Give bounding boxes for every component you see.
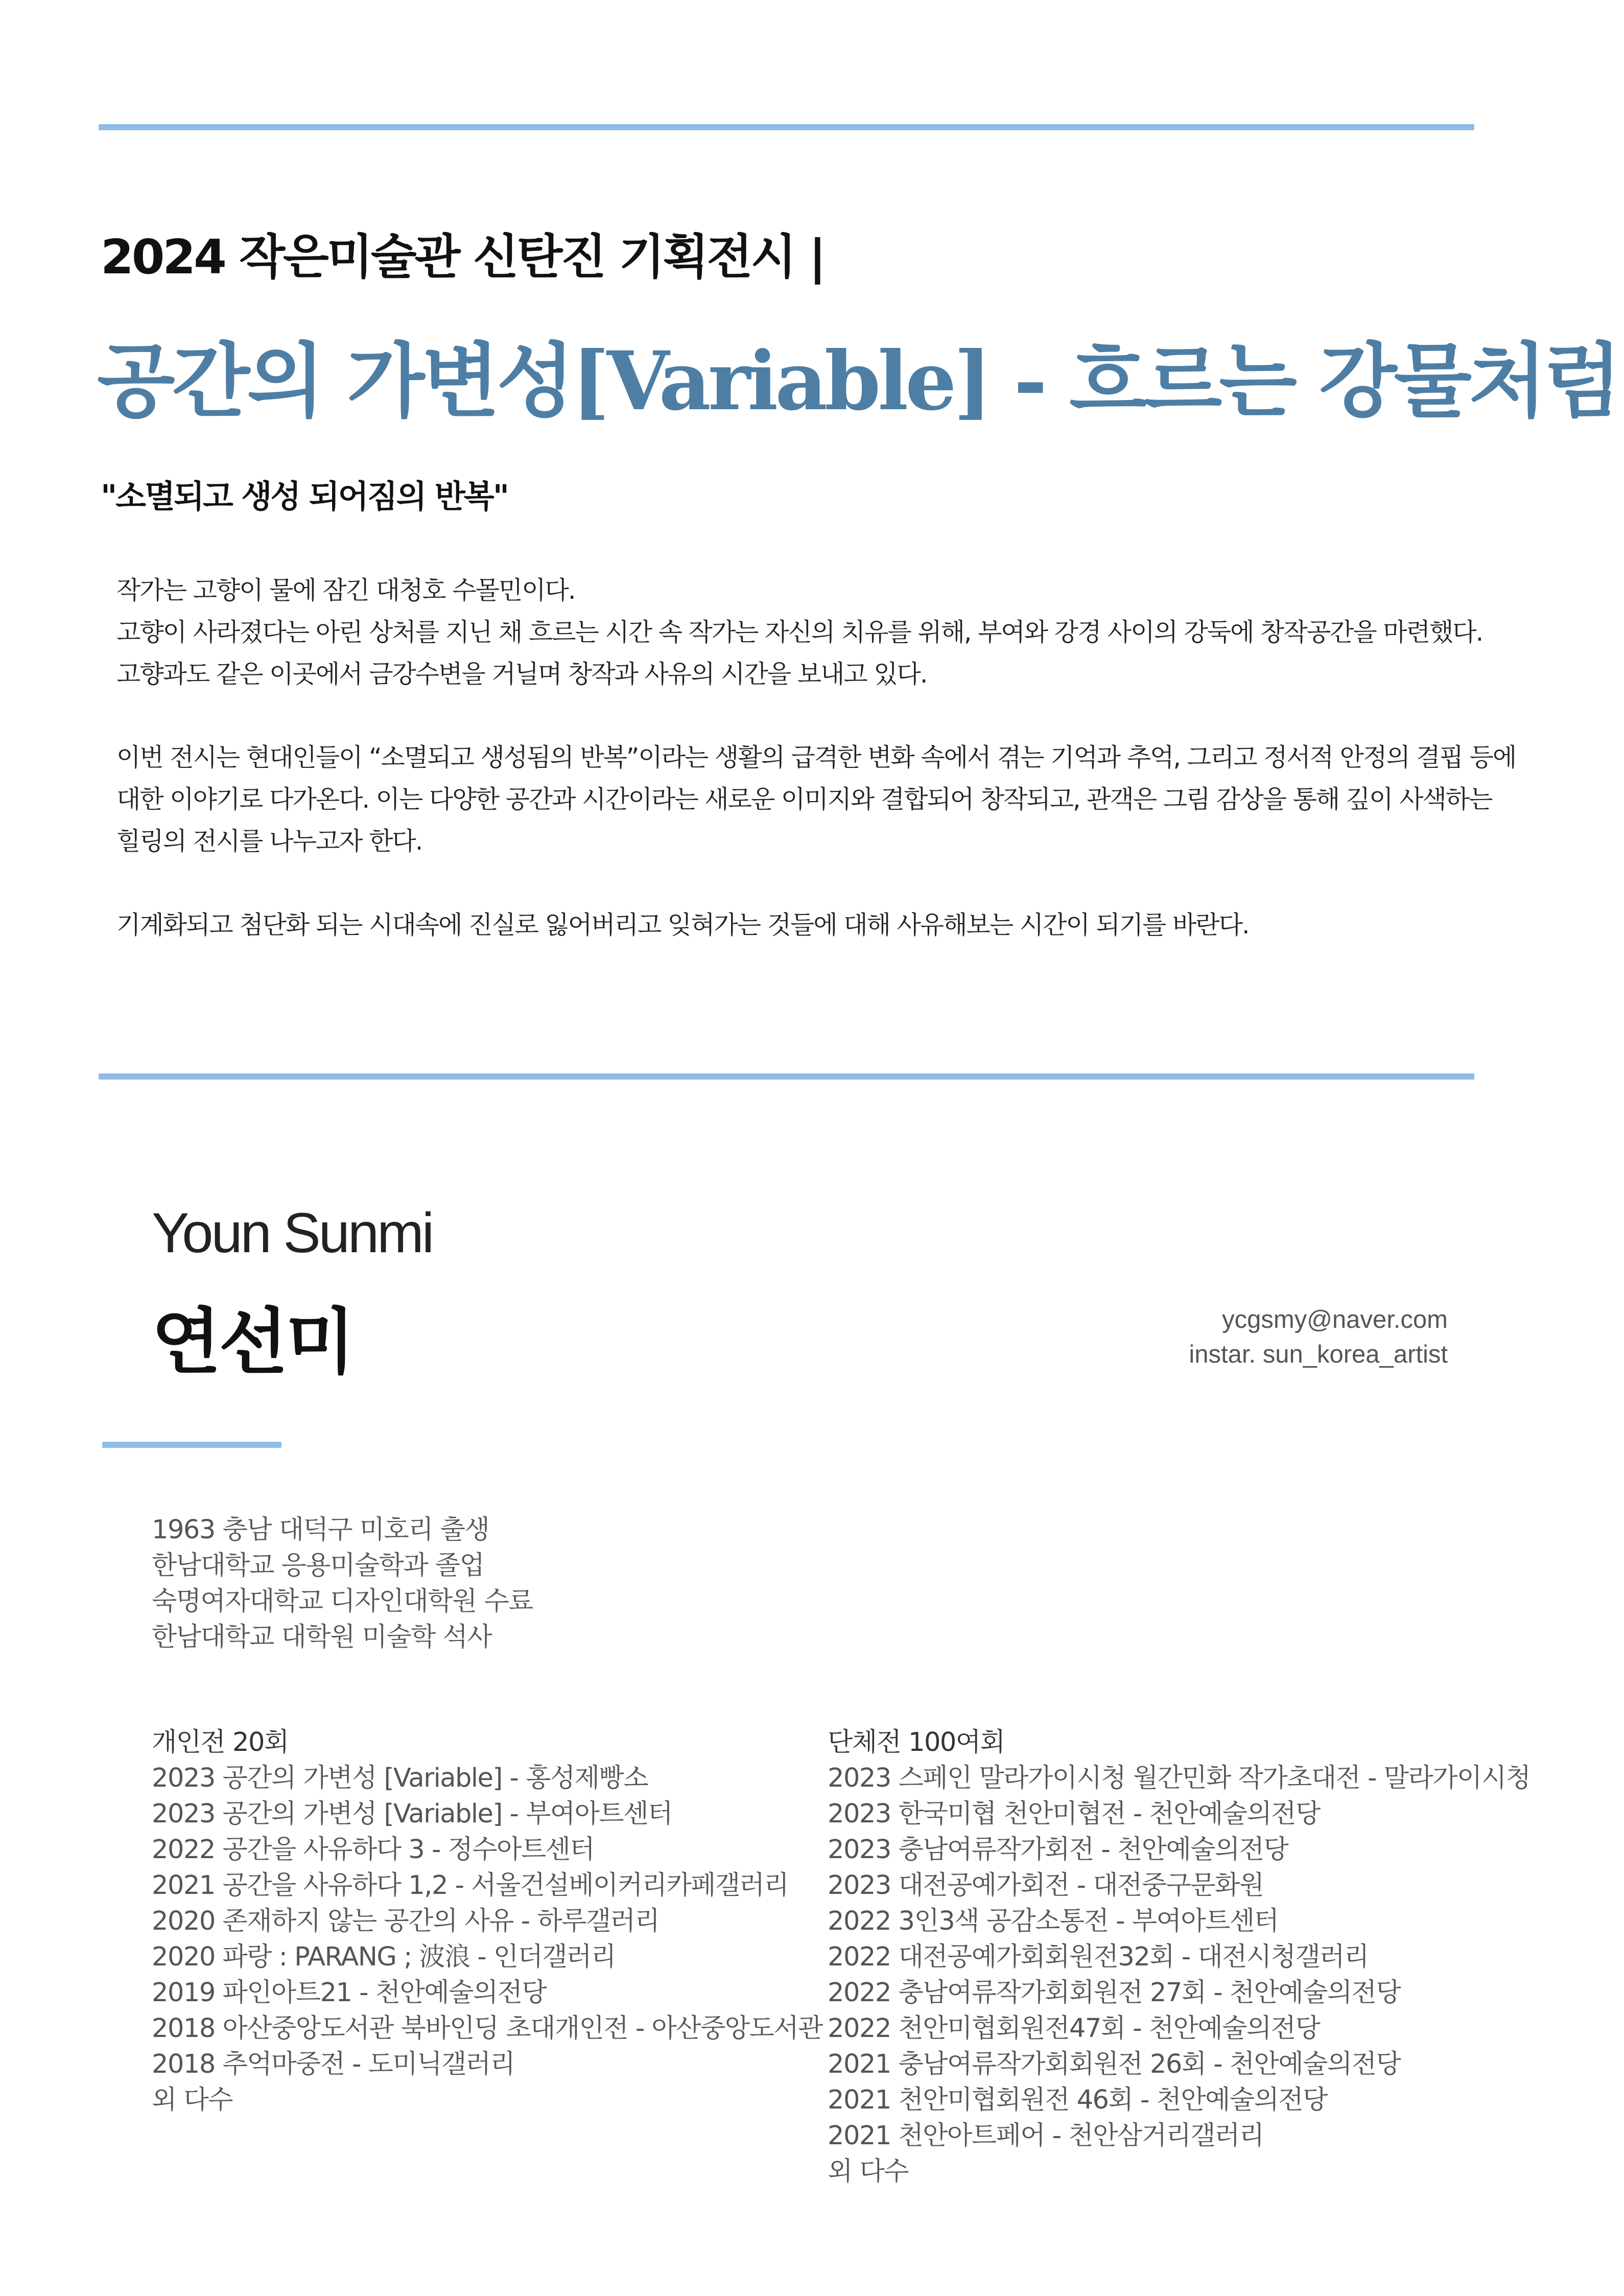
group-item: 2023 한국미협 천안미협전 - 천안예술의전당 [828, 1799, 1320, 1829]
artist-email: ycgsmy@naver.com [1222, 1306, 1448, 1333]
artist-instagram: instar. sun_korea_artist [1189, 1341, 1448, 1368]
bio-line: 한남대학교 응용미술학과 졸업 [152, 1551, 484, 1581]
solo-item: 2022 공간을 사유하다 3 - 정수아트센터 [152, 1835, 595, 1865]
group-item: 외 다수 [828, 2157, 909, 2187]
solo-heading: 개인전 20회 [152, 1727, 289, 1758]
group-item: 2023 스페인 말라가이시청 월간민화 작가초대전 - 말라가이시청 [828, 1763, 1531, 1793]
solo-item: 외 다수 [152, 2085, 233, 2115]
name-underline [102, 1442, 281, 1448]
bio-line: 1963 충남 대덕구 미호리 출생 [152, 1515, 489, 1545]
group-item: 2022 충남여류작가회회원전 27회 - 천안예술의전당 [828, 1978, 1401, 2008]
concept-paragraph [116, 737, 1516, 862]
bio-line: 숙명여자대학교 디자인대학원 수료 [152, 1586, 533, 1616]
artist-name-en: Youn Sunmi [152, 1202, 433, 1264]
text-line: 이번 전시는 현대인들이 “소멸되고 생성됨의 반복”이라는 생활의 급격한 변화 속에서 겪는 기억과 추억, 그리고 정서적 안정의 결핍 등에 [116, 743, 1516, 772]
group-item: 2021 천안아트페어 - 천안삼거리갤러리 [828, 2121, 1264, 2151]
artist-name-ko: 연선미 [152, 1301, 353, 1384]
exhibition-quote: "소멸되고 생성 되어짐의 반복" [101, 478, 508, 515]
text-line: 기계화되고 첨단화 되는 시대속에 진실로 잃어버리고 잊혀가는 것들에 대해 사유해보는 시간이 되기를 바란다. [116, 910, 1249, 940]
solo-item: 2018 아산중앙도서관 북바인딩 초대개인전 - 아산중앙도서관 [152, 2013, 822, 2044]
exhibition-title: 공간의 가변성[Variable] - 흐르는 강물처럼 [97, 334, 1619, 429]
solo-item: 2018 추억마중전 - 도미닉갤러리 [152, 2049, 515, 2079]
text-line: 대한 이야기로 다가온다. 이는 다양한 공간과 시간이라는 새로운 이미지와 결합되어 창작되고, 관객은 그림 감상을 통해 깊이 사색하는 [116, 785, 1492, 814]
solo-exhibitions [152, 1725, 822, 2118]
group-item: 2023 대전공예가회전 - 대전중구문화원 [828, 1870, 1264, 1901]
group-item: 2022 대전공예가회회원전32회 - 대전시청갤러리 [828, 1942, 1369, 1972]
text-line: 작가는 고향이 물에 잠긴 대청호 수몰민이다. [116, 576, 575, 605]
group-exhibitions [828, 1725, 1530, 2190]
solo-item: 2020 파랑 : PARANG ; 波浪 - 인더갤러리 [152, 1942, 616, 1972]
text-line: 힐링의 전시를 나누고자 한다. [116, 827, 422, 856]
group-item: 2022 3인3색 공감소통전 - 부여아트센터 [828, 1906, 1279, 1936]
group-item: 2022 천안미협회원전47회 - 천안예술의전당 [828, 2013, 1320, 2044]
text-line: 고향과도 같은 이곳에서 금강수변을 거닐며 창작과 사유의 시간을 보내고 있다. [116, 660, 927, 689]
closing-paragraph [116, 904, 1249, 946]
artist-bio [152, 1512, 533, 1655]
text-line: 고향이 사라졌다는 아린 상처를 지닌 채 흐르는 시간 속 작가는 자신의 치유를 위해, 부여와 강경 사이의 강둑에 창작공간을 마련했다. [116, 618, 1483, 647]
group-item: 2021 천안미협회원전 46회 - 천안예술의전당 [828, 2085, 1327, 2115]
solo-item: 2019 파인아트21 - 천안예술의전당 [152, 1978, 547, 2008]
group-heading: 단체전 100여회 [828, 1727, 1005, 1758]
intro-paragraph [116, 570, 1482, 695]
solo-item: 2023 공간의 가변성 [Variable] - 부여아트센터 [152, 1799, 672, 1829]
bio-line: 한남대학교 대학원 미술학 석사 [152, 1622, 492, 1652]
group-item: 2023 충남여류작가회전 - 천안예술의전당 [828, 1835, 1288, 1865]
solo-item: 2021 공간을 사유하다 1,2 - 서울건설베이커리카페갤러리 [152, 1870, 789, 1901]
group-item: 2021 충남여류작가회회원전 26회 - 천안예술의전당 [828, 2049, 1401, 2079]
middle-divider [99, 1073, 1474, 1080]
exhibition-kicker: 2024 작은미술관 신탄진 기획전시 | [101, 229, 825, 285]
solo-item: 2020 존재하지 않는 공간의 사유 - 하루갤러리 [152, 1906, 660, 1936]
top-divider [99, 124, 1474, 130]
solo-item: 2023 공간의 가변성 [Variable] - 홍성제빵소 [152, 1763, 648, 1793]
